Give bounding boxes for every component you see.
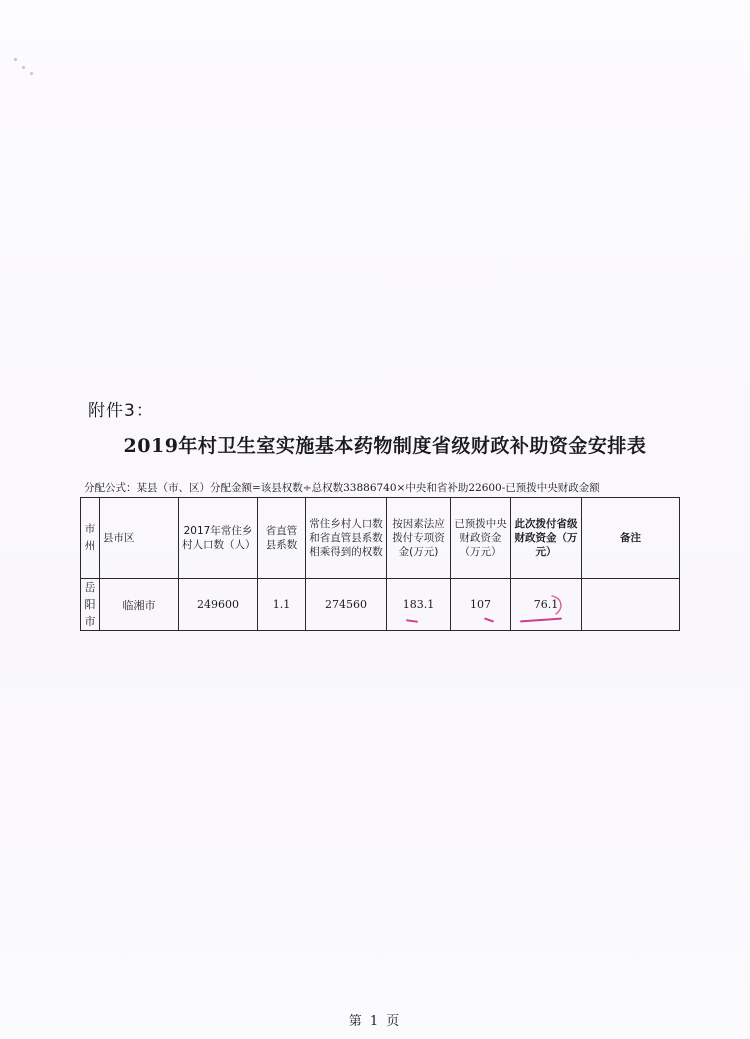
- scan-speck: [14, 58, 17, 61]
- cell-city: [81, 579, 100, 631]
- cell-central-prepaid-value: 107: [470, 598, 491, 611]
- cell-county: [100, 579, 179, 631]
- allocation-table: [80, 497, 680, 631]
- cell-coefficient-value: 1.1: [272, 598, 291, 611]
- page-number: 第 1 页: [348, 1014, 402, 1029]
- header-rural-population-label: 2017年常住乡村人口数（人）: [182, 525, 256, 551]
- cell-county-value: 临湘市: [122, 598, 156, 612]
- scan-speck: [30, 72, 33, 75]
- header-coefficient: [258, 498, 306, 579]
- header-factor-allocation: [387, 498, 451, 579]
- header-city: [81, 498, 100, 579]
- table-row: [81, 579, 680, 631]
- header-central-prepaid-label: 已预拨中央财政资金（万元）: [454, 518, 507, 558]
- cell-remarks: [582, 579, 680, 631]
- cell-rural-population: [179, 579, 258, 631]
- cell-rural-population-value: 249600: [197, 598, 239, 611]
- header-factor-allocation-label: 按因素法应拨付专项资金(万元): [392, 518, 445, 558]
- pen-curl-mark: [548, 594, 568, 616]
- cell-city-value: 岳阳市: [84, 581, 96, 628]
- allocation-formula: 分配公式：某县（市、区）分配金额=该县权数÷总权数33886740×中央和省补助22600-已预拨中央财政金额: [84, 482, 600, 494]
- cell-central-prepaid: [451, 579, 511, 631]
- header-remarks-label: 备注: [620, 532, 641, 544]
- attachment-label: 附件3：: [88, 401, 154, 421]
- header-county-label: 县市区: [103, 532, 135, 544]
- header-weight: [306, 498, 387, 579]
- table-header-row: [81, 498, 680, 579]
- cell-factor-allocation-value: 183.1: [402, 598, 435, 611]
- header-provincial-allocation: [511, 498, 582, 579]
- scan-speck: [22, 66, 25, 69]
- header-provincial-allocation-label: 此次拨付省级财政资金（万元）: [514, 518, 578, 558]
- header-county: [100, 498, 179, 579]
- cell-weight-value: 274560: [325, 598, 367, 611]
- header-coefficient-label: 省直管县系数: [265, 525, 298, 551]
- cell-weight: [306, 579, 387, 631]
- cell-provincial-allocation-value: 76.1: [533, 598, 559, 611]
- document-title: 2019年村卫生室实施基本药物制度省级财政补助资金安排表: [123, 435, 647, 457]
- header-remarks: [582, 498, 680, 579]
- header-weight-label: 常住乡村人口数和省直管县系数相乘得到的权数: [309, 518, 383, 558]
- header-central-prepaid: [451, 498, 511, 579]
- header-rural-population: [179, 498, 258, 579]
- cell-provincial-allocation: [511, 579, 582, 631]
- cell-coefficient: [258, 579, 306, 631]
- header-city-label: 市州: [84, 523, 96, 552]
- cell-factor-allocation: [387, 579, 451, 631]
